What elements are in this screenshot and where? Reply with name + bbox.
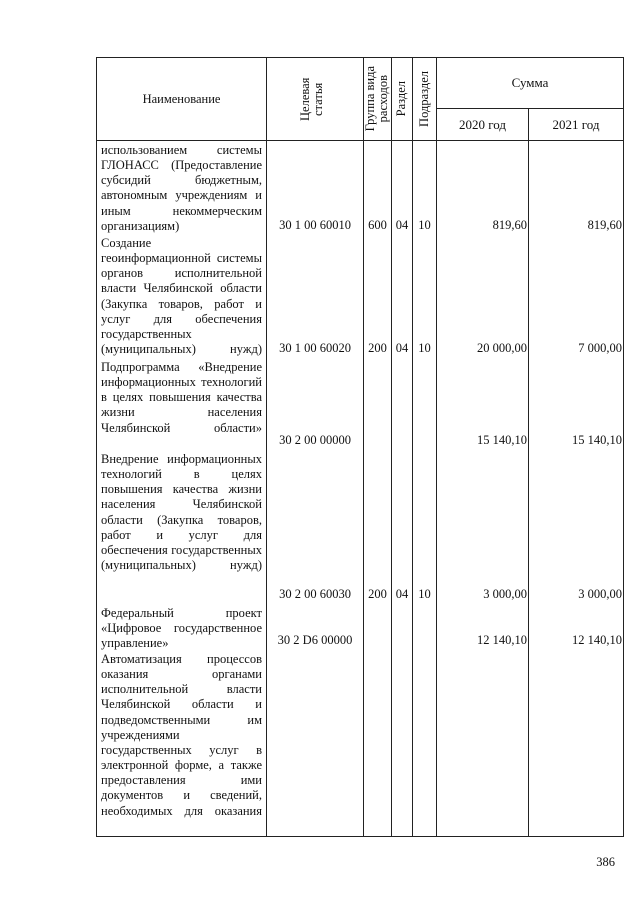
amount-2020: 3 000,00 <box>483 587 527 601</box>
amount-2020: 15 140,10 <box>477 433 527 447</box>
section-column <box>392 141 413 837</box>
name-column <box>97 141 267 837</box>
header-target-label: Целевая статья <box>298 77 326 121</box>
row-name: Автоматизация процессов оказания органами исполнительной власти Челябинской области и подведомственными им учреждениями государственных услуг в электронной форме, а также предоставления ими документов и сведений, необходимых для оказания <box>101 652 262 818</box>
amount-2021: 12 140,10 <box>572 633 622 647</box>
header-group <box>364 58 392 141</box>
header-year-2020: 2020 год <box>437 109 529 141</box>
header-subsection <box>413 58 437 141</box>
header-group-line2: расходов <box>376 75 391 123</box>
amount-2021: 819,60 <box>587 218 622 232</box>
header-year-2021: 2021 год <box>529 109 624 141</box>
row-name: Создание геоинформационной системы органов исполнительной власти Челябинской области (Закупка товаров, работ и услуг для обеспечения государственных (муниципальных) нужд) <box>101 236 262 357</box>
target-code: 30 2 00 60030 <box>279 587 351 601</box>
group-code: 200 <box>368 341 387 355</box>
subsection-code: 10 <box>418 218 431 232</box>
amount-2020: 819,60 <box>492 218 527 232</box>
target-code: 30 1 00 60010 <box>279 218 351 232</box>
header-group-line1: Группа вида <box>363 66 378 132</box>
header-sum: Сумма <box>437 58 624 109</box>
row-name: Подпрограмма «Внедрение информационных технологий в целях повышения качества жизни населения Челябинской области» <box>101 360 262 435</box>
group-code: 600 <box>368 218 387 232</box>
amount-2021: 15 140,10 <box>572 433 622 447</box>
group-code: 200 <box>368 587 387 601</box>
header-section-label: Раздел <box>394 81 409 117</box>
subsection-code: 10 <box>418 341 431 355</box>
header-name: Наименование <box>97 58 267 141</box>
page-number: 386 <box>596 855 615 869</box>
section-code: 04 <box>395 587 409 601</box>
row-name: Внедрение информационных технологий в целях повышения качества жизни населения Челябинской области (Закупка товаров, работ и услуг для обеспечения государственных (муниципальных) нужд) <box>101 452 262 573</box>
row-name: использованием системы ГЛОНАСС (Предоставление субсидий бюджетным, автономным учреждениям и иным некоммерческим организациям) <box>101 143 262 233</box>
section-code: 04 <box>395 218 409 232</box>
header-target <box>267 58 364 141</box>
row-name: Федеральный проект «Цифровое государственное управление» <box>101 606 262 651</box>
year-2021-column <box>529 141 624 837</box>
amount-2021: 7 000,00 <box>578 341 622 355</box>
header-section <box>392 58 413 141</box>
group-column <box>364 141 392 837</box>
subsection-code: 10 <box>418 587 431 601</box>
amount-2021: 3 000,00 <box>578 587 622 601</box>
year-2020-column <box>437 141 529 837</box>
target-code: 30 1 00 60020 <box>279 341 351 355</box>
target-code: 30 2 D6 00000 <box>277 633 353 647</box>
amount-2020: 12 140,10 <box>477 633 527 647</box>
target-code: 30 2 00 00000 <box>279 433 351 447</box>
amount-2020: 20 000,00 <box>477 341 527 355</box>
target-column <box>267 141 364 837</box>
section-code: 04 <box>395 341 409 355</box>
header-subsection-label: Подраздел <box>416 71 431 127</box>
budget-table <box>96 57 624 837</box>
subsection-column <box>413 141 437 837</box>
header-group-label <box>364 66 390 131</box>
